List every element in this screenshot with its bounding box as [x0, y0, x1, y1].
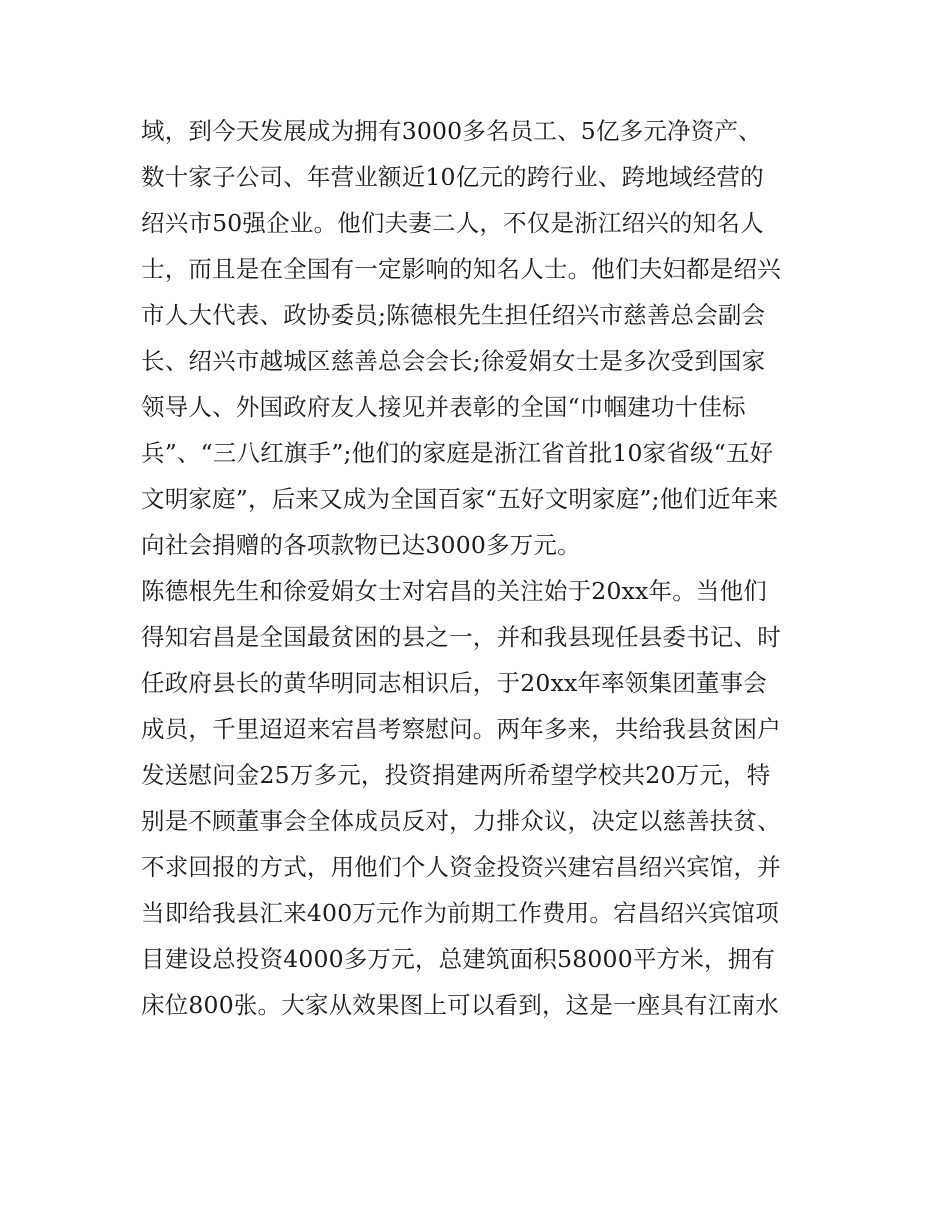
paragraph-2-line: 得知宕昌是全国最贫困的县之一，并和我县现任县委书记、时: [141, 623, 781, 651]
paragraph-1-line: 文明家庭”，后来又成为全国百家“五好文明家庭”;他们近年来: [141, 485, 779, 513]
paragraph-1-line: 士，而且是在全国有一定影响的知名人士。他们夫妇都是绍兴: [141, 255, 781, 283]
paragraph-1-line: 长、绍兴市越城区慈善总会会长;徐爱娟女士是多次受到国家: [141, 347, 766, 375]
paragraph-2-line: 发送慰问金25万多元，投资捐建两所希望学校共20万元，特: [141, 761, 771, 789]
paragraph-1-line: 域，到今天发展成为拥有3000多名员工、5亿多元净资产、: [141, 117, 762, 145]
paragraph-2-line: 床位800张。大家从效果图上可以看到，这是一座具有江南水: [141, 991, 779, 1019]
paragraph-1-line: 领导人、外国政府友人接见并表彰的全国“巾帼建功十佳标: [141, 393, 746, 421]
paragraph-1-line: 数十家子公司、年营业额近10亿元的跨行业、跨地域经营的: [141, 163, 764, 191]
paragraph-2-line: 陈德根先生和徐爱娟女士对宕昌的关注始于20xx年。当他们: [141, 577, 768, 605]
paragraph-2-line: 目建设总投资4000多万元，总建筑面积58000平方米，拥有: [141, 945, 776, 973]
paragraph-2-line: 当即给我县汇来400万元作为前期工作费用。宕昌绍兴宾馆项: [141, 899, 779, 927]
paragraph-2-line: 别是不顾董事会全体成员反对，力排众议，决定以慈善扶贫、: [141, 807, 781, 835]
paragraph-2-line: 不求回报的方式，用他们个人资金投资兴建宕昌绍兴宾馆，并: [141, 853, 781, 881]
paragraph-1-line: 市人大代表、政协委员;陈德根先生担任绍兴市慈善总会副会: [141, 301, 766, 329]
paragraph-1-line: 兵”、“三八红旗手”;他们的家庭是浙江省首批10家省级“五好: [141, 439, 774, 467]
paragraph-2-line: 成员，千里迢迢来宕昌考察慰问。两年多来，共给我县贫困户: [141, 715, 781, 743]
paragraph-1-line: 向社会捐赠的各项款物已达3000多万元。: [141, 531, 581, 559]
paragraph-2-line: 任政府县长的黄华明同志相识后，于20xx年率领集团董事会: [141, 669, 768, 697]
paragraph-1-line: 绍兴市50强企业。他们夫妻二人，不仅是浙江绍兴的知名人: [141, 209, 764, 237]
